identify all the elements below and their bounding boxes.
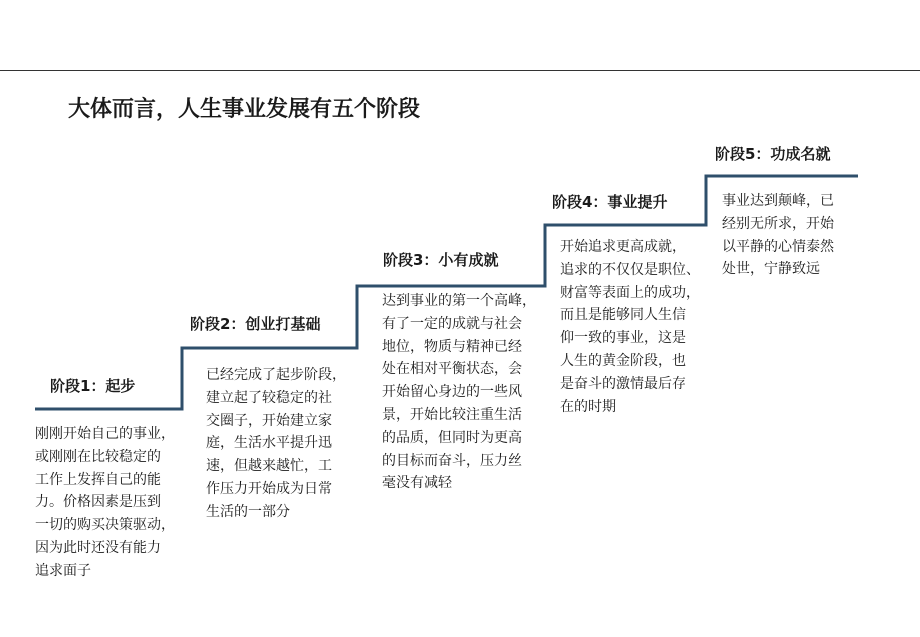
stage-1-line: 追求面子 — [35, 562, 91, 579]
stage-2-line: 生活的一部分 — [206, 503, 290, 520]
stage-4-line: 而且是能够同人生信 — [560, 307, 686, 324]
stage-2-line: 速，但越来越忙，工 — [206, 458, 332, 475]
stage-4-line: 在的时期 — [560, 398, 616, 415]
stage-2-line: 交圈子，开始建立家 — [206, 412, 332, 429]
stage-3-line: 开始留心身边的一些风 — [382, 384, 522, 401]
stage-3-line: 达到事业的第一个高峰， — [382, 293, 536, 309]
stage-5-line: 经别无所求，开始 — [722, 215, 834, 232]
stage-3-description — [382, 290, 544, 495]
stage-4-title: 阶段4：事业提升 — [552, 193, 668, 211]
stage-2-line: 建立起了较稳定的社 — [206, 389, 332, 406]
stage-3-line: 有了一定的成就与社会 — [382, 315, 522, 332]
stage-3-line: 的品质，但同时为更高 — [382, 429, 522, 446]
stage-4-line: 财富等表面上的成功， — [560, 284, 700, 301]
stage-3-title: 阶段3：小有成就 — [383, 251, 499, 269]
stage-4-line: 是奋斗的激情最后存 — [560, 375, 686, 392]
stage-4-line: 开始追求更高成就， — [560, 239, 686, 255]
stage-2-line: 庭，生活水平提升迅 — [206, 435, 332, 452]
stage-1-line: 力。价格因素是压到 — [35, 494, 161, 511]
stage-5-description — [722, 190, 857, 281]
stage-3-line: 景，开始比较注重生活 — [382, 406, 522, 423]
stage-1-line: 或刚刚在比较稳定的 — [35, 448, 161, 465]
stage-2-description — [206, 364, 356, 524]
stage-1-title: 阶段1：起步 — [50, 377, 136, 395]
stage-3-line: 的目标而奋斗，压力丝 — [382, 452, 522, 469]
stage-1-line: 工作上发挥自己的能 — [35, 471, 161, 488]
stage-2-line: 作压力开始成为日常 — [206, 480, 332, 497]
stage-5-line: 以平静的心情泰然 — [722, 238, 834, 255]
stage-4-line: 追求的不仅仅是职位、 — [560, 261, 700, 278]
page-title: 大体而言，人生事业发展有五个阶段 — [68, 97, 421, 122]
stage-3-line: 地位，物质与精神已经 — [382, 338, 522, 355]
stage-1-line: 一切的购买决策驱动， — [35, 517, 175, 534]
stage-5-line: 处世，宁静致远 — [722, 261, 820, 278]
stage-4-description — [560, 236, 710, 418]
stage-1-line: 刚刚开始自己的事业， — [35, 426, 175, 442]
stage-2-title: 阶段2：创业打基础 — [190, 315, 321, 333]
stage-5-title: 阶段5：功成名就 — [715, 145, 831, 163]
stage-3-line: 处在相对平衡状态，会 — [382, 361, 522, 378]
stage-4-line: 人生的黄金阶段，也 — [560, 352, 686, 369]
stage-4-line: 仰一致的事业，这是 — [560, 330, 686, 347]
stage-3-line: 毫没有减轻 — [382, 475, 452, 492]
stage-2-line: 已经完成了起步阶段， — [206, 367, 346, 383]
stage-1-description — [35, 423, 185, 583]
stage-1-line: 因为此时还没有能力 — [35, 539, 161, 556]
stage-5-line: 事业达到颠峰，已 — [722, 193, 834, 209]
